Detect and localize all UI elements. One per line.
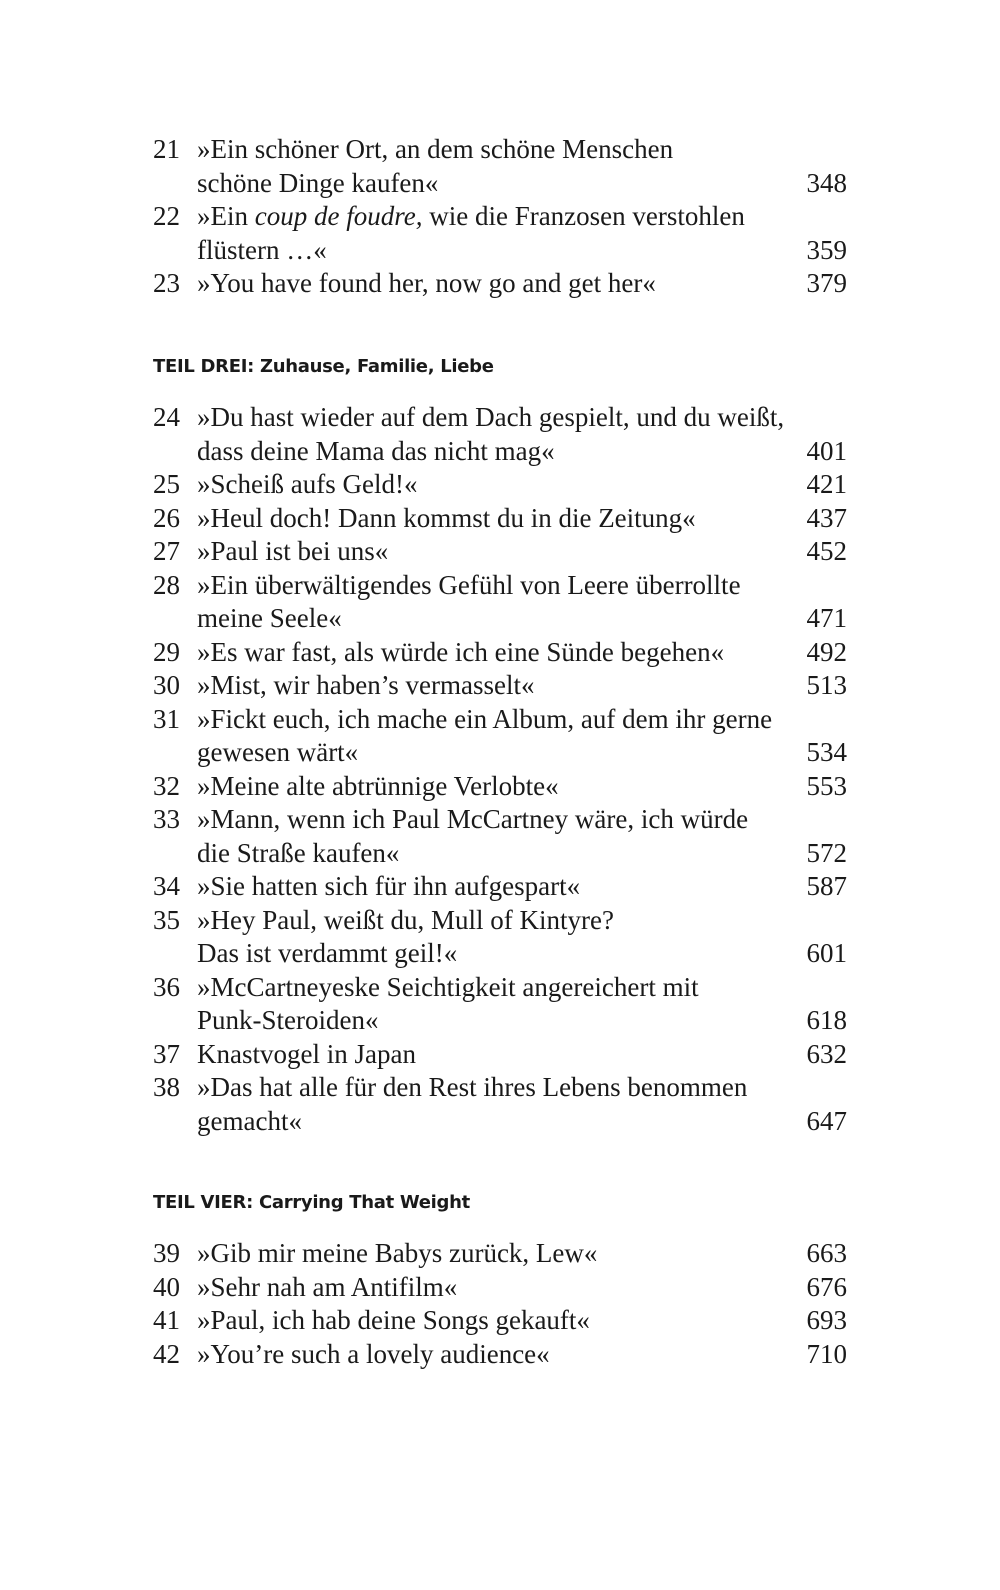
toc-entry-line: [153, 669, 847, 703]
toc-entry: [153, 468, 847, 502]
toc-entry: [153, 1304, 847, 1338]
toc-entry: [153, 1038, 847, 1072]
chapter-title: Knastvogel in Japan: [197, 1038, 416, 1069]
toc-entry: [153, 1237, 847, 1271]
toc-entry-line: [153, 736, 847, 770]
page-number: 471: [806, 603, 847, 633]
toc-entry-line: [153, 401, 847, 435]
chapter-number: 22: [153, 201, 180, 231]
toc-entry: [153, 703, 847, 770]
chapter-title: »McCartneyeske Seichtigkeit angereichert mit: [197, 971, 699, 1002]
toc-entry-line: [153, 1105, 847, 1139]
toc-entry-line: [153, 1304, 847, 1338]
chapter-title: »Sie hatten sich für ihn aufgespart«: [197, 871, 581, 901]
toc-entry: [153, 502, 847, 536]
chapter-title: »Paul, ich hab deine Songs gekauft«: [197, 1305, 590, 1335]
chapter-title: die Straße kaufen«: [197, 837, 400, 868]
chapter-number: 24: [153, 402, 180, 432]
page-number: 437: [806, 502, 847, 533]
toc-entry-line: [153, 1071, 847, 1105]
page-number: 647: [806, 1105, 847, 1136]
chapter-title: »Du hast wieder auf dem Dach gespielt, und du weißt,: [197, 402, 785, 432]
chapter-title: »Hey Paul, weißt du, Mull of Kintyre?: [197, 904, 614, 935]
toc-entry: [153, 770, 847, 804]
chapter-title: Punk-Steroiden«: [197, 1005, 379, 1035]
chapter-number: 42: [153, 1338, 180, 1369]
toc-entry-line: [153, 468, 847, 502]
chapter-number: 31: [153, 703, 180, 734]
chapter-title: »Scheiß aufs Geld!«: [197, 469, 418, 499]
chapter-title: »Gib mir meine Babys zurück, Lew«: [197, 1238, 598, 1268]
toc-entry-line: [153, 267, 847, 301]
toc-entry: [153, 669, 847, 703]
section-title: Zuhause, Familie, Liebe: [259, 356, 494, 377]
chapter-number: 25: [153, 469, 180, 499]
toc-entry-line: [153, 234, 847, 268]
page-number: 587: [806, 871, 847, 901]
chapter-title: meine Seele«: [197, 603, 342, 633]
page-number: 553: [806, 770, 847, 801]
page-number: 676: [806, 1271, 847, 1302]
toc-entry-line: [153, 636, 847, 670]
toc-entry-line: [153, 1004, 847, 1038]
toc-entry-line: [153, 837, 847, 871]
toc-entry: [153, 133, 847, 200]
chapter-number: 32: [153, 770, 180, 801]
toc-entry-line: [153, 200, 847, 234]
chapter-number: 26: [153, 502, 180, 533]
toc-entry: [153, 870, 847, 904]
chapter-title: dass deine Mama das nicht mag«: [197, 435, 555, 466]
chapter-title: gemacht«: [197, 1105, 302, 1136]
toc-entry-line: [153, 602, 847, 636]
toc-entry-line: [153, 971, 847, 1005]
toc-entry-line: [153, 133, 847, 167]
chapter-number: 41: [153, 1305, 180, 1335]
toc-entry-line: [153, 1038, 847, 1072]
chapter-number: 28: [153, 569, 180, 600]
page-number: 452: [806, 536, 847, 566]
page-number: 693: [806, 1305, 847, 1335]
toc-entry-line: [153, 167, 847, 201]
section-colon: :: [247, 356, 260, 377]
section-colon: :: [246, 1192, 259, 1213]
chapter-number: 35: [153, 904, 180, 935]
toc-entry: [153, 535, 847, 569]
toc-entry: [153, 267, 847, 301]
toc-entry: [153, 971, 847, 1038]
page-number: 572: [806, 837, 847, 868]
chapter-number: 33: [153, 804, 180, 834]
toc-entry-line: [153, 770, 847, 804]
page-number: 601: [806, 938, 847, 968]
page-number: 401: [806, 435, 847, 466]
toc-entry-line: [153, 937, 847, 971]
page-number: 632: [806, 1038, 847, 1069]
toc-entry: [153, 569, 847, 636]
chapter-title: »Sehr nah am Antifilm«: [197, 1271, 458, 1302]
toc-entry-line: [153, 435, 847, 469]
chapter-number: 34: [153, 871, 180, 901]
toc-entry-line: [153, 569, 847, 603]
chapter-title: schöne Dinge kaufen«: [197, 167, 439, 198]
chapter-number: 37: [153, 1038, 180, 1069]
page-number: 534: [806, 737, 847, 767]
section-label: TEIL DREI: [153, 356, 248, 377]
toc-entry: [153, 1071, 847, 1138]
chapter-title: »You have found her, now go and get her«: [197, 268, 656, 298]
chapter-title: flüstern …«: [197, 234, 327, 265]
chapter-title: »Ein coup de foudre, wie die Franzosen verstohlen: [197, 201, 745, 231]
chapter-title: »Fickt euch, ich mache ein Album, auf dem ihr gerne: [197, 703, 773, 734]
toc-entry: [153, 1271, 847, 1305]
toc-entry: [153, 803, 847, 870]
toc-entry: [153, 200, 847, 267]
page-number: 348: [806, 167, 847, 198]
toc-entry-line: [153, 870, 847, 904]
page-number: 710: [806, 1338, 847, 1369]
page-number: 359: [806, 234, 847, 265]
chapter-title: »Paul ist bei uns«: [197, 536, 389, 566]
chapter-title: »Meine alte abtrünnige Verlobte«: [197, 770, 559, 801]
chapter-title: »You’re such a lovely audience«: [197, 1338, 550, 1369]
chapter-number: 29: [153, 636, 180, 667]
chapter-title: »Ein überwältigendes Gefühl von Leere überrollte: [197, 569, 741, 600]
chapter-title: »Heul doch! Dann kommst du in die Zeitung«: [197, 502, 696, 533]
toc-entry-line: [153, 703, 847, 737]
toc-entry-line: [153, 1338, 847, 1372]
chapter-title: gewesen wärt«: [197, 737, 359, 767]
section-heading-teil-drei: [153, 356, 494, 377]
chapter-title: »Das hat alle für den Rest ihres Lebens benommen: [197, 1072, 748, 1102]
chapter-number: 23: [153, 268, 180, 298]
toc-entry-line: [153, 904, 847, 938]
chapter-number: 36: [153, 971, 180, 1002]
chapter-number: 40: [153, 1271, 180, 1302]
chapter-title: »Mann, wenn ich Paul McCartney wäre, ich würde: [197, 804, 749, 834]
page-number: 663: [806, 1238, 847, 1268]
toc-entry-line: [153, 1271, 847, 1305]
page-number: 618: [806, 1005, 847, 1035]
chapter-title: »Es war fast, als würde ich eine Sünde begehen«: [197, 636, 725, 667]
page-number: 513: [806, 670, 847, 700]
page-number: 421: [806, 469, 847, 499]
chapter-number: 30: [153, 670, 180, 700]
chapter-title: Das ist verdammt geil!«: [197, 938, 458, 968]
chapter-number: 39: [153, 1238, 180, 1268]
chapter-number: 27: [153, 536, 180, 566]
toc-entry: [153, 401, 847, 468]
toc-entry: [153, 636, 847, 670]
chapter-number: 38: [153, 1072, 180, 1102]
section-label: TEIL VIER: [153, 1192, 247, 1213]
toc-entry-line: [153, 803, 847, 837]
page-number: 379: [806, 268, 847, 298]
toc-entry-line: [153, 502, 847, 536]
chapter-title: »Mist, wir haben’s vermasselt«: [197, 670, 535, 700]
toc-entry-line: [153, 1237, 847, 1271]
section-heading-teil-vier: [153, 1192, 470, 1213]
page-number: 492: [806, 636, 847, 667]
toc-entry-line: [153, 535, 847, 569]
toc-entry: [153, 1338, 847, 1372]
toc-entry: [153, 904, 847, 971]
chapter-number: 21: [153, 134, 180, 164]
section-title: Carrying That Weight: [258, 1192, 470, 1213]
chapter-title: »Ein schöner Ort, an dem schöne Menschen: [197, 134, 674, 164]
